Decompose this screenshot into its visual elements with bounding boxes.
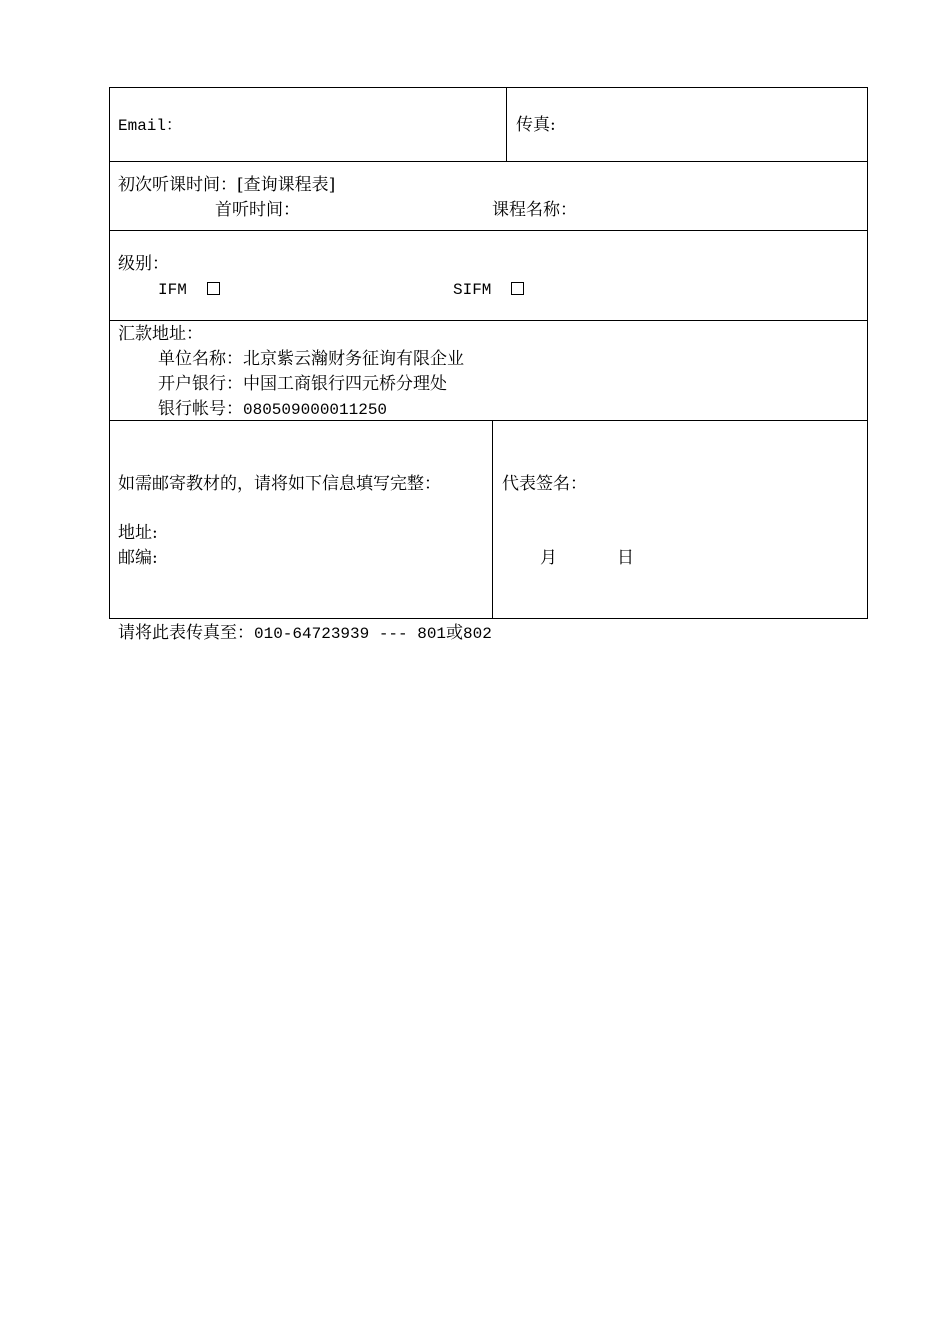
remittance-label: 汇款地址： [118, 324, 203, 344]
ifm-option[interactable] [158, 282, 220, 298]
ifm-label: IFM [158, 281, 187, 299]
sifm-label: SIFM [453, 281, 492, 299]
address-label: 地址: [118, 523, 158, 543]
fax-instruction-label: 请将此表传真至： [118, 623, 254, 643]
fax-extension: 802 [463, 625, 492, 643]
first-class-time-label: 初次听课时间：[查询课程表] [118, 175, 336, 195]
bank-name: 开户银行：中国工商银行四元桥分理处 [158, 374, 447, 394]
signature-label: 代表签名： [502, 474, 587, 494]
email-label: Email： [118, 117, 183, 135]
month-label: 月 [540, 548, 557, 568]
level-label: 级别： [118, 254, 169, 274]
fax-number: 010-64723939 --- 801 [254, 625, 447, 643]
bank-account [158, 401, 387, 418]
sifm-checkbox[interactable] [511, 282, 524, 295]
fax-instruction [118, 625, 492, 642]
postcode-label: 邮编: [118, 548, 158, 568]
first-time-label: 首听时间： [215, 200, 300, 220]
bank-account-number: 080509000011250 [243, 401, 388, 419]
bank-account-label: 银行帐号： [158, 399, 243, 419]
sifm-option[interactable] [453, 282, 524, 298]
day-label: 日 [617, 548, 634, 568]
course-name-label: 课程名称： [492, 200, 577, 220]
fax-or: 或 [446, 623, 464, 643]
unit-name: 单位名称：北京紫云瀚财务征询有限企业 [158, 349, 464, 369]
ifm-checkbox[interactable] [207, 282, 220, 295]
mail-prompt: 如需邮寄教材的，请将如下信息填写完整： [118, 474, 441, 494]
fax-label: 传真: [516, 115, 556, 135]
